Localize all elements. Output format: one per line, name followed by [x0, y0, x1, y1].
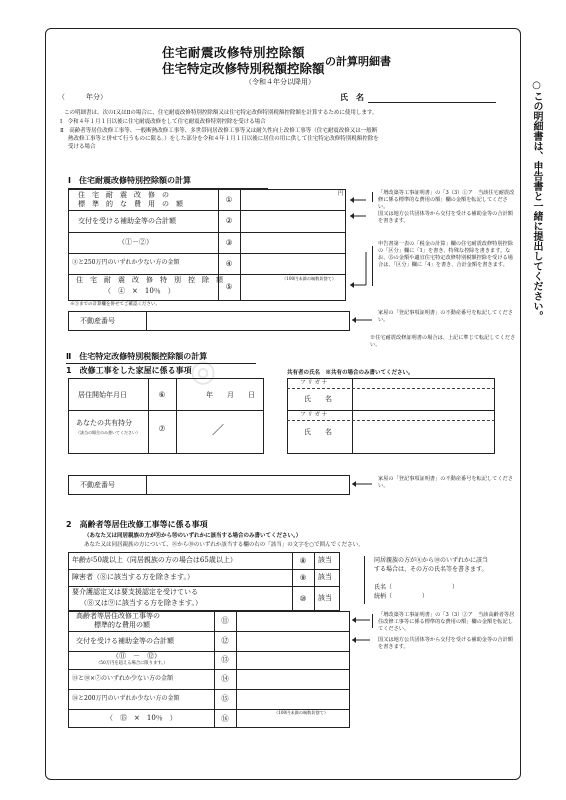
- s1-row5-num: ⑤: [225, 282, 233, 291]
- family-relation[interactable]: 続柄（ ）: [374, 593, 429, 600]
- s1-note5: ※住宅耐震改修証明書の場合は、上記に準じて転記してください。: [370, 335, 516, 348]
- s1-note3: 申告書第一表の「税金の計算」欄の住宅耐震改修特別控除の「区分」欄に「1」を書き、特殊な控除を書きます。なお、⑮の金額や適宜住宅特定改修特別税額控除を受ける場合は、「区分」欄に「4」を書き、合計金額を書きます。: [378, 241, 513, 268]
- share-num: ⑦: [158, 424, 166, 433]
- s1-note4: 家屋の「登記事項証明書」の不動産番号を転記してください。: [378, 310, 513, 323]
- s2-row16-input[interactable]: [237, 716, 349, 727]
- s1-property-input[interactable]: [147, 312, 349, 330]
- family-name[interactable]: 氏名（ ）: [374, 584, 459, 591]
- s1-property-label: 不動産番号: [80, 317, 115, 325]
- s1-prop-arrow: [350, 314, 376, 326]
- s2-row15-num: ⑮: [221, 694, 229, 703]
- s2-row13-input[interactable]: [237, 652, 349, 668]
- s2-row11-label-b: 標準的な費用の額: [94, 621, 150, 629]
- family-note: 同居親族の方が⑧から⑩のいずれかに該当する場合は、その方の氏名等を書きます。: [374, 557, 489, 573]
- co-owner-name-2: 氏 名: [304, 428, 332, 436]
- co-owner-name-2-input[interactable]: [353, 421, 494, 453]
- section2-heading: Ⅱ 住宅特定改修特別税額控除額の計算: [66, 352, 208, 361]
- s1-row2-num: ②: [225, 216, 233, 225]
- title-line1: 住宅耐震改修特別控除額: [162, 45, 306, 60]
- s2-row12-input[interactable]: [237, 632, 349, 650]
- co-owner-name-1: 氏 名: [304, 395, 332, 403]
- intro-item2b: 熱改修工事等と併せて行うものに限る。）をした部分を令和４年１月１日以後に居住の用に供して住宅特定改修特別税額控除を: [68, 136, 379, 142]
- s1-row2-input[interactable]: [241, 211, 345, 231]
- intro-line1: この明細書は、次のⅠ又はⅡの場合に、住宅耐震改修特別控除額又は住宅特定改修特別税額控除額を計算するために使用します。: [64, 110, 378, 116]
- s1-footnote: ※⑤までの計算欄を併せてご確認ください。: [70, 302, 160, 307]
- name-underline[interactable]: [368, 102, 496, 103]
- s1-note2: 国又は地方公共団体等から交付を受ける補助金等の合計額を書きます。: [378, 211, 513, 224]
- s2-note2: 国又は地方公共団体等から交付を受ける補助金等の合計額を書きます。: [378, 637, 513, 650]
- intro-item2a: Ⅱ 高齢者等居住改修工事等、一般断熱改修工事等、多世帯同居改修工事等又は耐久性向上改修工事等（住宅耐震改修又は一般断: [60, 128, 378, 134]
- section2-sub1: 1 改修工事をした家屋に係る事項: [66, 366, 192, 375]
- share-sub: （該当の場合のみ書いてください）: [76, 430, 140, 435]
- s1-row1-num: ①: [225, 195, 233, 204]
- intro-item1: Ⅰ 令和４年１月１日以後に住宅耐震改修をして住宅耐震改修特別控除を受ける場合: [60, 119, 266, 125]
- s2-row15-label: ⑭と200万円のいずれか少ない方の金額: [72, 695, 180, 702]
- elig-row2-mark[interactable]: 該当: [318, 573, 332, 581]
- move-in-num: ⑥: [158, 390, 166, 399]
- elig-row3-num: ⑩: [299, 594, 307, 603]
- s2-row15-input[interactable]: [237, 690, 349, 708]
- s1-row5-label-b: （ ④ × 10％ ）: [104, 287, 175, 295]
- year-field[interactable]: （ 年分）: [58, 93, 107, 101]
- co-owner-furigana-2: フ リ ガ ナ: [300, 412, 328, 418]
- s1-row1-label-b: 標 準 的 な 費 用 の 額: [78, 200, 183, 208]
- s2-property-label: 不動産番号: [80, 481, 115, 489]
- s2-row12-label: 交付を受ける補助金等の合計額: [76, 637, 174, 645]
- sub2-note2: あなた又は同居親族の方について、⑧から⑩のいずれか該当する欄の右の「該当」の文字を○で囲んでください。: [84, 542, 364, 548]
- s2-row13-num: ⑬: [221, 655, 229, 664]
- elig-row3-label-a: 要介護認定又は要支援認定を受けている: [72, 588, 198, 596]
- s1-unit-yen: 円: [338, 191, 344, 197]
- sub2-note1: （あなた又は同居親族の方が⑧から⑩のいずれかに該当する場合のみ書いてください。）: [84, 533, 302, 539]
- share-slash[interactable]: ／: [212, 423, 225, 437]
- s2-property-input[interactable]: [147, 476, 349, 494]
- name-label: 氏 名: [340, 92, 364, 102]
- watermark: ◎: [190, 354, 217, 389]
- elig-row3-label-b: （⑧又は⑨に該当する方を除きます。）: [80, 599, 202, 607]
- s1-row4-num: ④: [225, 259, 233, 268]
- s2-row16-label: （ ⑮ × 10％ ）: [106, 714, 177, 722]
- elig-row3-mark[interactable]: 該当: [318, 594, 332, 602]
- s1-row3-input[interactable]: [241, 233, 345, 252]
- elig-row1-mark[interactable]: 該当: [318, 556, 332, 564]
- move-in-date[interactable]: 年 月 日: [206, 391, 255, 399]
- title-line2: 住宅特定改修特別税額控除額: [162, 61, 325, 76]
- s2-property-note: 家屋の「登記事項証明書」の不動産番号を転記してください。: [378, 476, 513, 489]
- s2-row14-label: ⑬と⑩×⑦のいずれか少ない方の金額: [72, 675, 174, 682]
- s1-arrows: [348, 192, 374, 292]
- s1-round-note: （100円未満の端数切捨て）: [282, 276, 337, 281]
- elig-row2-num: ⑨: [299, 573, 307, 582]
- elig-row2-label: 障害者（⑧に該当する方を除きます。）: [72, 573, 194, 581]
- s2-row12-num: ⑫: [221, 636, 229, 645]
- s1-note1: 「増改築等工事証明書」の「3（3）①ア 当該住宅耐震改修に係る標準的な費用の額」欄の金額を転記してください。: [378, 190, 515, 210]
- s1-row3-label: （①－②）: [118, 238, 153, 246]
- move-in-label: 居住開始年月日: [78, 391, 127, 399]
- co-owner-furigana-1: フ リ ガ ナ: [300, 380, 328, 386]
- s2-row13-label: （⑪ － ⑫）: [112, 652, 161, 660]
- s1-row5-input[interactable]: [241, 282, 345, 300]
- elig-row1-num: ⑧: [299, 556, 307, 565]
- elig-row1-label: 年齢が50歳以上（同居親族の方の場合は65歳以上）: [72, 556, 237, 564]
- title-suffix: の計算明細書: [325, 55, 391, 68]
- s1-row4-label: ③と250万円のいずれか少ない方の金額: [72, 259, 180, 266]
- intro-item2c: 受ける場合: [68, 144, 96, 150]
- side-instruction: ○この明細書は、申告書と一緒に提出してください。: [531, 80, 542, 321]
- section1-heading: Ⅰ 住宅耐震改修特別控除額の計算: [68, 176, 191, 185]
- s1-row3-num: ③: [225, 238, 233, 247]
- s2-row11-label-a: 高齢者等居住改修工事等の: [76, 612, 160, 620]
- s1-row5-label-a: 住 宅 耐 震 改 修 特 別 控 除 額: [76, 276, 223, 284]
- s1-row1-input[interactable]: [241, 190, 345, 209]
- s2-row13-sub: （50万円を超える場合に限ります。）: [96, 661, 168, 666]
- co-owner-note: 共有者の氏名 ※共有の場合のみ書いてください。: [287, 370, 414, 376]
- s1-row4-input[interactable]: [241, 254, 345, 273]
- share-label: あなたの共有持分: [76, 419, 132, 427]
- section2-sub2: 2 高齢者等居住改修工事等に係る事項: [66, 520, 208, 529]
- s1-row2-label: 交付を受ける補助金等の合計額: [78, 217, 176, 225]
- subtitle: （令和４年分以降用）: [245, 78, 315, 86]
- s2-row16-num: ⑯: [221, 714, 229, 723]
- s2-round-note: （100円未満の端数切捨て）: [274, 710, 329, 715]
- s2-row14-input[interactable]: [237, 670, 349, 688]
- s2-row14-num: ⑭: [221, 674, 229, 683]
- s2-row11-num: ⑪: [221, 616, 229, 625]
- s2-row11-input[interactable]: [237, 612, 349, 630]
- s2-prop-arrow: [350, 478, 376, 490]
- s1-row1-label-a: 住 宅 耐 震 改 修 の: [78, 191, 169, 199]
- s2-note1: 「増改築等工事証明書」の「3（3）②ア 当該高齢者等居住改修工事等に係る標準的な費用の額」欄の金額を転記してください。: [378, 612, 515, 632]
- co-owner-name-1-input[interactable]: [353, 389, 494, 409]
